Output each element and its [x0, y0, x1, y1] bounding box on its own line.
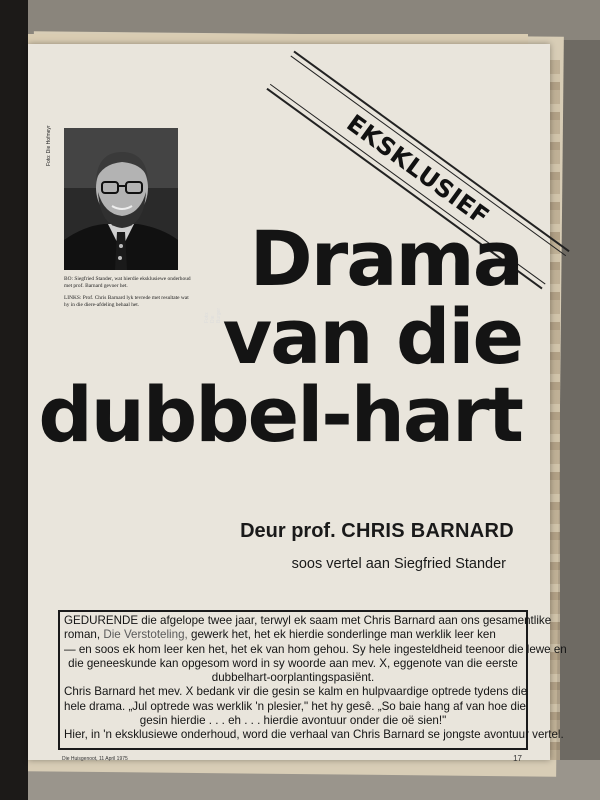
intro-line: die geneeskunde kan opgesom word in sy woorde aan mev. X, eggenote van die eerste	[68, 656, 518, 670]
intro-text: gewerk het, het ek hierdie sonderlinge man werklik leer ken	[191, 628, 496, 642]
book-binding	[0, 0, 28, 800]
byline	[240, 520, 514, 543]
intro-line	[64, 628, 522, 642]
sub-byline: soos vertel aan Siegfried Stander	[291, 556, 506, 572]
intro-line: dubbelhart-oorplantingspasiënt.	[211, 671, 375, 685]
intro-line: gesin hierdie . . . eh . . . hierdie avontuur onder die oë sien!"	[139, 714, 447, 728]
byline-author: CHRIS BARNARD	[341, 520, 514, 542]
headline-line-2: van die	[222, 292, 522, 381]
intro-line: Chris Barnard het mev. X bedank vir die gesin se kalm en hulpvaardige optrede tydens die	[64, 685, 528, 699]
photo-credit: Foto: Die Hofmeyr	[46, 125, 52, 166]
novel-title: Die Verstoteling,	[103, 628, 188, 642]
exclusive-banner	[268, 84, 558, 234]
intro-box	[58, 610, 567, 750]
headline	[38, 214, 522, 459]
magazine-page	[28, 44, 567, 763]
issue-footer: Die Huisgenoot, 11 April 1975	[62, 756, 128, 762]
page-number: 17	[513, 754, 522, 763]
byline-prefix: Deur prof.	[240, 520, 336, 542]
intro-text: roman,	[64, 628, 101, 642]
intro-line: hele drama. „Jul optrede was werklik 'n plesier," het hy gesê. „So baie hang af van hoe die	[64, 699, 526, 713]
headline-line-1: Drama	[249, 214, 522, 303]
caption-top: BO: Siegfried Stander, wat hierdie eksklusiewe onderhoud met prof. Barnard gevoer het.	[64, 276, 191, 290]
intro-line: GEDURENDE die afgelope twee jaar, terwyl ek saam met Chris Barnard aan ons gesamentlike	[64, 614, 552, 627]
headline-line-3: dubbel-hart	[38, 370, 522, 459]
photo-credit-secondary: Foto: Die Burger	[204, 307, 222, 323]
caption-left: LINKS: Prof. Chris Barnard lyk tevrede met resultate wat hy in die diere-afdeling behaal het.	[64, 294, 189, 308]
banner-text: EKSKLUSIEF	[341, 109, 495, 231]
intro-line: Hier, in 'n eksklusiewe onderhoud, word die verhaal van Chris Barnard se jongste avontuur vertel.	[64, 728, 564, 742]
intro-line: — en soos ek hom leer ken het, het ek van hom gehou. Sy hele ingesteldheid teenoor die lewe en	[64, 642, 567, 656]
